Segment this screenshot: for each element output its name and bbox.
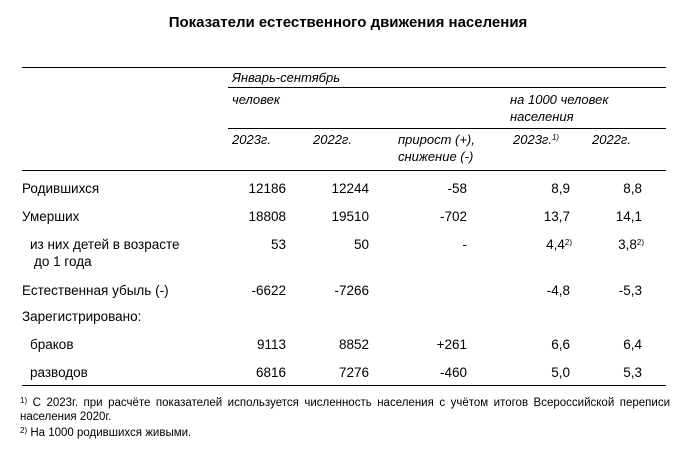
cell-rate-2023: 6,6 bbox=[551, 337, 570, 352]
period-rule bbox=[228, 87, 666, 88]
cell-change: -58 bbox=[447, 181, 467, 196]
header-col-2022: 2022г. bbox=[313, 132, 352, 147]
footnote-ref: 1) bbox=[551, 133, 560, 142]
footnote-1 bbox=[20, 396, 670, 424]
cell-2022: 7276 bbox=[338, 365, 369, 380]
header-per-1000: на 1000 человек населения bbox=[510, 92, 609, 124]
header-period: Январь-сентябрь bbox=[232, 70, 341, 85]
cell-change: -702 bbox=[439, 209, 467, 224]
cell-rate-2022: 14,1 bbox=[615, 209, 642, 224]
footnote-ref: 2) bbox=[564, 238, 572, 247]
header-rate-2022: 2022г. bbox=[592, 132, 631, 147]
row-label: разводов bbox=[30, 365, 88, 380]
table-bottom-rule bbox=[22, 385, 666, 386]
cell-change: +261 bbox=[436, 337, 467, 352]
cell-2023: 18808 bbox=[248, 209, 286, 224]
row-label-line2: до 1 года bbox=[34, 254, 92, 269]
subheader-rule bbox=[228, 128, 666, 129]
cell-rate-2023 bbox=[546, 236, 572, 253]
cell-change: - bbox=[462, 237, 467, 252]
cell-rate-2022 bbox=[618, 236, 644, 253]
cell-rate-2022: 8,8 bbox=[623, 181, 642, 196]
cell-rate-2023: -4,8 bbox=[546, 283, 570, 298]
row-label: Естественная убыль (-) bbox=[22, 283, 169, 298]
row-label: браков bbox=[30, 337, 74, 352]
table-top-rule bbox=[22, 67, 666, 68]
footnote-ref: 2) bbox=[636, 238, 644, 247]
cell-2022: -7266 bbox=[334, 283, 369, 298]
cell-2023: 12186 bbox=[248, 181, 286, 196]
cell-change: -460 bbox=[439, 365, 467, 380]
header-change bbox=[398, 131, 475, 165]
header-col-2023: 2023г. bbox=[232, 132, 271, 147]
cell-2023: 9113 bbox=[256, 337, 286, 352]
header-rate-2023-text: 2023г. bbox=[513, 132, 552, 147]
cell-2022: 12244 bbox=[331, 181, 369, 196]
footnote-2 bbox=[20, 426, 670, 440]
cell-2022: 19510 bbox=[331, 209, 369, 224]
cell-rate-2022: 6,4 bbox=[623, 337, 642, 352]
cell-rate-2022-value: 3,8 bbox=[618, 237, 637, 252]
cell-rate-2023-value: 4,4 bbox=[546, 237, 565, 252]
cell-2023: 6816 bbox=[255, 365, 286, 380]
header-rate-2023 bbox=[513, 131, 559, 148]
header-persons: человек bbox=[232, 92, 280, 107]
cell-rate-2023: 13,7 bbox=[543, 209, 570, 224]
cell-2022: 50 bbox=[353, 237, 369, 252]
cell-rate-2023: 8,9 bbox=[551, 181, 570, 196]
page-title: Показатели естественного движения населения bbox=[168, 14, 528, 31]
footnote-text: С 2023г. при расчёте показателей используется численность населения с учётом итогов Всероссийской переписи населения 2020г. bbox=[20, 397, 670, 423]
row-label: Зарегистрировано: bbox=[22, 309, 142, 324]
header-bottom-rule bbox=[22, 170, 666, 171]
footnote-mark: 1) bbox=[20, 396, 28, 405]
cell-rate-2022: 5,3 bbox=[623, 365, 642, 380]
header-change-line2: снижение (-) bbox=[398, 149, 474, 164]
cell-rate-2023: 5,0 bbox=[551, 365, 570, 380]
row-label: Умерших bbox=[22, 209, 80, 224]
row-label: Родившихся bbox=[22, 181, 100, 196]
cell-2023: -6622 bbox=[251, 283, 286, 298]
footnote-text: На 1000 родившихся живыми. bbox=[30, 427, 192, 439]
cell-rate-2022: -5,3 bbox=[618, 283, 642, 298]
cell-2022: 8852 bbox=[338, 337, 369, 352]
row-label bbox=[30, 236, 180, 270]
row-label-line1: из них детей в возрасте bbox=[30, 237, 180, 252]
footnote-mark: 2) bbox=[20, 426, 28, 435]
header-change-line1: прирост (+), bbox=[398, 132, 475, 147]
cell-2023: 53 bbox=[270, 237, 286, 252]
